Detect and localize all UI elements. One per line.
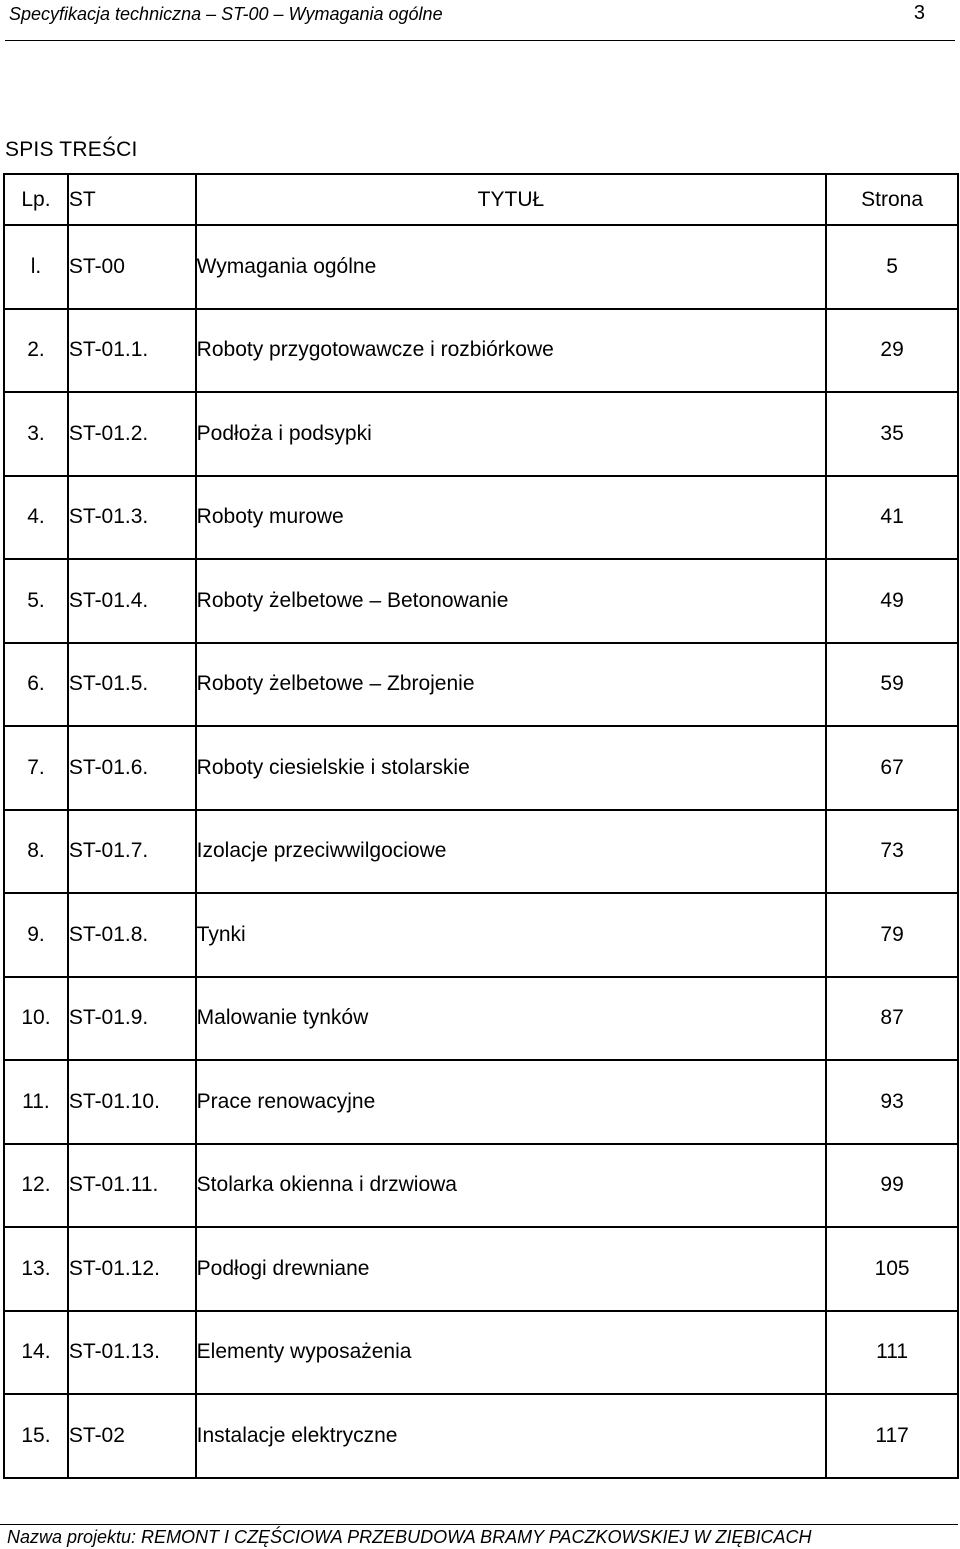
table-row [4,977,958,1061]
spec-title: Roboty żelbetowe – Zbrojenie [196,643,827,727]
column-header-page: Strona [826,174,958,225]
column-header-st: ST [68,174,196,225]
column-header-lp: Lp. [4,174,68,225]
row-number: 3. [4,392,68,476]
spec-title: Izolacje przeciwwilgociowe [196,810,827,894]
row-number: 5. [4,559,68,643]
table-row [4,1227,958,1311]
header-title: Specyfikacja techniczna – ST-00 – Wymagania ogólne [9,4,443,24]
footer-project-name: Nazwa projektu: REMONT I CZĘŚCIOWA PRZEBUDOWA BRAMY PACZKOWSKIEJ W ZIĘBICACH [7,1527,812,1547]
spec-title: Wymagania ogólne [196,225,827,309]
page-header [5,0,955,41]
row-number: 12. [4,1144,68,1228]
page-ref: 111 [826,1311,958,1395]
page-ref: 105 [826,1227,958,1311]
page-ref: 93 [826,1060,958,1144]
page-ref: 67 [826,726,958,810]
row-number: 2. [4,309,68,393]
spec-title: Roboty murowe [196,476,827,560]
spec-title: Tynki [196,893,827,977]
column-header-title: TYTUŁ [196,174,827,225]
table-row [4,810,958,894]
spec-code: ST-01.6. [68,726,196,810]
row-number: 8. [4,810,68,894]
spec-title: Roboty przygotowawcze i rozbiórkowe [196,309,827,393]
table-row [4,309,958,393]
table-row [4,476,958,560]
row-number: 11. [4,1060,68,1144]
page-footer [0,1524,958,1547]
spec-code: ST-01.8. [68,893,196,977]
row-number: l. [4,225,68,309]
page-ref: 73 [826,810,958,894]
spec-code: ST-01.7. [68,810,196,894]
row-number: 7. [4,726,68,810]
page-ref: 35 [826,392,958,476]
page-ref: 41 [826,476,958,560]
spec-code: ST-01.10. [68,1060,196,1144]
table-row [4,392,958,476]
spec-title: Malowanie tynków [196,977,827,1061]
spec-code: ST-01.1. [68,309,196,393]
table-row [4,1311,958,1395]
spec-title: Roboty ciesielskie i stolarskie [196,726,827,810]
table-row [4,726,958,810]
row-number: 13. [4,1227,68,1311]
table-row [4,1394,958,1478]
page-ref: 5 [826,225,958,309]
spec-code: ST-01.9. [68,977,196,1061]
row-number: 4. [4,476,68,560]
table-row [4,893,958,977]
spec-code: ST-02 [68,1394,196,1478]
row-number: 15. [4,1394,68,1478]
spec-code: ST-01.13. [68,1311,196,1395]
toc-header-row [4,174,958,225]
row-number: 6. [4,643,68,727]
row-number: 14. [4,1311,68,1395]
page-ref: 59 [826,643,958,727]
page-ref: 29 [826,309,958,393]
spec-code: ST-01.4. [68,559,196,643]
page-number: 3 [913,2,925,24]
toc-heading: SPIS TREŚCI [5,138,138,161]
table-row [4,225,958,309]
spec-title: Stolarka okienna i drzwiowa [196,1144,827,1228]
page-ref: 117 [826,1394,958,1478]
toc-table [3,173,959,1479]
spec-title: Podłoża i podsypki [196,392,827,476]
spec-title: Elementy wyposażenia [196,1311,827,1395]
page-ref: 87 [826,977,958,1061]
spec-code: ST-01.12. [68,1227,196,1311]
table-row [4,1144,958,1228]
table-row [4,643,958,727]
spec-code: ST-01.11. [68,1144,196,1228]
toc-body [4,225,958,1478]
spec-title: Prace renowacyjne [196,1060,827,1144]
page-ref: 79 [826,893,958,977]
spec-code: ST-00 [68,225,196,309]
page-ref: 49 [826,559,958,643]
table-row [4,559,958,643]
row-number: 10. [4,977,68,1061]
row-number: 9. [4,893,68,977]
table-row [4,1060,958,1144]
spec-title: Roboty żelbetowe – Betonowanie [196,559,827,643]
spec-code: ST-01.5. [68,643,196,727]
spec-title: Instalacje elektryczne [196,1394,827,1478]
spec-title: Podłogi drewniane [196,1227,827,1311]
page-ref: 99 [826,1144,958,1228]
spec-code: ST-01.3. [68,476,196,560]
spec-code: ST-01.2. [68,392,196,476]
